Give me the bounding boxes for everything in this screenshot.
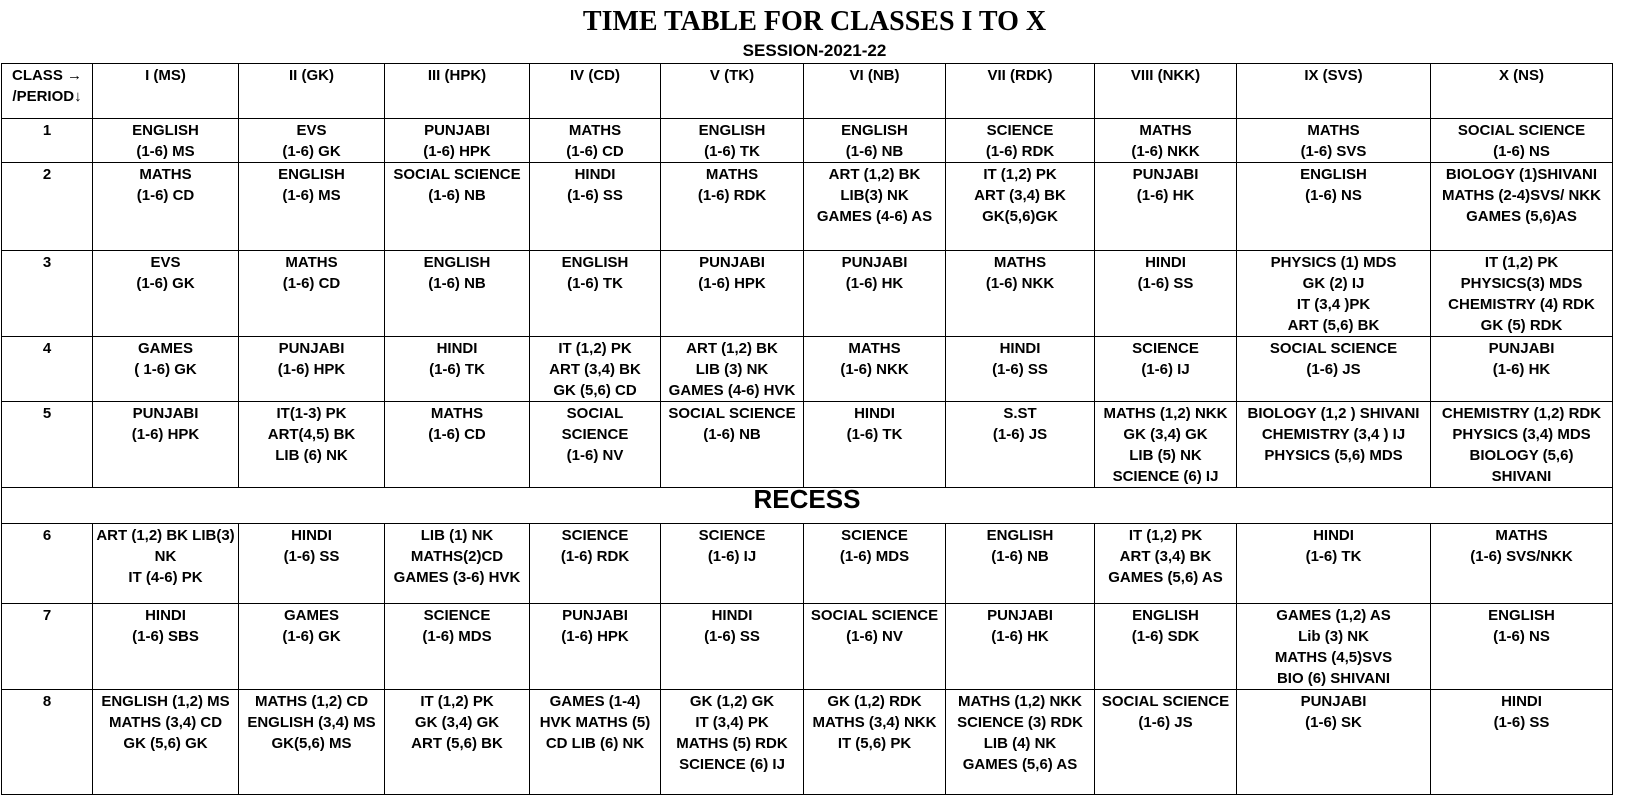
- period-number: 1: [2, 119, 93, 163]
- class-header: I (MS): [93, 64, 239, 119]
- timetable-cell: SOCIAL SCIENCE (1-6) JS: [1237, 337, 1431, 402]
- timetable-cell: ENGLISH (1-6) NS: [1431, 604, 1613, 690]
- period-row: [2, 604, 1613, 690]
- timetable-cell: MATHS (1-6) RDK: [661, 163, 804, 251]
- period-row: [2, 402, 1613, 488]
- timetable-cell: PUNJABI (1-6) HK: [804, 251, 946, 337]
- timetable-cell: SOCIAL SCIENCE (1-6) NB: [385, 163, 530, 251]
- timetable-cell: HINDI (1-6) SS: [1095, 251, 1237, 337]
- timetable-cell: BIOLOGY (1)SHIVANI MATHS (2-4)SVS/ NKK GAMES (5,6)AS: [1431, 163, 1613, 251]
- class-header: IV (CD): [530, 64, 661, 119]
- timetable-cell: ENGLISH (1-6) SDK: [1095, 604, 1237, 690]
- timetable-cell: HINDI (1-6) SS: [946, 337, 1095, 402]
- timetable-cell: ENGLISH (1-6) TK: [530, 251, 661, 337]
- timetable-cell: ENGLISH (1-6) NB: [946, 524, 1095, 604]
- timetable-cell: ENGLISH (1-6) TK: [661, 119, 804, 163]
- timetable-cell: IT (1,2) PK ART (3,4) BK GAMES (5,6) AS: [1095, 524, 1237, 604]
- timetable-cell: IT (1,2) PK ART (3,4) BK GK (5,6) CD: [530, 337, 661, 402]
- period-number: 5: [2, 402, 93, 488]
- class-header: X (NS): [1431, 64, 1613, 119]
- period-row: [2, 337, 1613, 402]
- timetable-cell: ART (1,2) BK LIB (3) NK GAMES (4-6) HVK: [661, 337, 804, 402]
- timetable-cell: MATHS (1-6) NKK: [946, 251, 1095, 337]
- timetable-cell: HINDI (1-6) SS: [239, 524, 385, 604]
- class-header: VI (NB): [804, 64, 946, 119]
- period-number: 6: [2, 524, 93, 604]
- timetable-cell: GAMES (1,2) AS Lib (3) NK MATHS (4,5)SVS BIO (6) SHIVANI: [1237, 604, 1431, 690]
- timetable-cell: GAMES (1-6) GK: [239, 604, 385, 690]
- timetable-cell: PUNJABI (1-6) HPK: [239, 337, 385, 402]
- timetable-cell: MATHS (1-6) CD: [93, 163, 239, 251]
- period-row: [2, 251, 1613, 337]
- timetable-cell: MATHS (1-6) SVS: [1237, 119, 1431, 163]
- timetable-cell: GAMES ( 1-6) GK: [93, 337, 239, 402]
- timetable-cell: EVS (1-6) GK: [93, 251, 239, 337]
- timetable-cell: IT (1,2) PK GK (3,4) GK ART (5,6) BK: [385, 690, 530, 795]
- timetable-title: TIME TABLE FOR CLASSES I TO X: [582, 6, 1047, 37]
- timetable-cell: PUNJABI (1-6) HK: [1431, 337, 1613, 402]
- timetable-cell: IT (1,2) PK PHYSICS(3) MDS CHEMISTRY (4) RDK GK (5) RDK: [1431, 251, 1613, 337]
- timetable-cell: HINDI (1-6) SS: [661, 604, 804, 690]
- timetable-cell: HINDI (1-6) TK: [1237, 524, 1431, 604]
- timetable-cell: MATHS (1-6) NKK: [1095, 119, 1237, 163]
- timetable-cell: HINDI (1-6) SBS: [93, 604, 239, 690]
- period-number: 3: [2, 251, 93, 337]
- timetable-cell: PUNJABI (1-6) HK: [1095, 163, 1237, 251]
- timetable-cell: BIOLOGY (1,2 ) SHIVANI CHEMISTRY (3,4 ) IJ PHYSICS (5,6) MDS: [1237, 402, 1431, 488]
- timetable-cell: HINDI (1-6) TK: [804, 402, 946, 488]
- period-number: 7: [2, 604, 93, 690]
- timetable-cell: S.ST (1-6) JS: [946, 402, 1095, 488]
- recess-row: [2, 488, 1613, 524]
- timetable-cell: ENGLISH (1,2) MS MATHS (3,4) CD GK (5,6) GK: [93, 690, 239, 795]
- timetable-cell: MATHS (1-6) CD: [385, 402, 530, 488]
- timetable-cell: IT (1,2) PK ART (3,4) BK GK(5,6)GK: [946, 163, 1095, 251]
- timetable-cell: SOCIAL SCIENCE (1-6) NS: [1431, 119, 1613, 163]
- class-header: III (HPK): [385, 64, 530, 119]
- timetable-cell: PUNJABI (1-6) HPK: [385, 119, 530, 163]
- timetable-cell: IT(1-3) PK ART(4,5) BK LIB (6) NK: [239, 402, 385, 488]
- timetable-cell: ENGLISH (1-6) NB: [385, 251, 530, 337]
- timetable-cell: SOCIAL SCIENCE (1-6) NV: [804, 604, 946, 690]
- timetable-cell: EVS (1-6) GK: [239, 119, 385, 163]
- timetable-cell: PUNJABI (1-6) HK: [946, 604, 1095, 690]
- period-row: [2, 690, 1613, 795]
- timetable-cell: LIB (1) NK MATHS(2)CD GAMES (3-6) HVK: [385, 524, 530, 604]
- session-label: SESSION-2021-22: [742, 41, 887, 60]
- period-row: [2, 524, 1613, 604]
- class-header: V (TK): [661, 64, 804, 119]
- timetable-cell: SCIENCE (1-6) MDS: [804, 524, 946, 604]
- period-number: 2: [2, 163, 93, 251]
- timetable-cell: ENGLISH (1-6) MS: [93, 119, 239, 163]
- timetable-cell: ENGLISH (1-6) NS: [1237, 163, 1431, 251]
- timetable-cell: HINDI (1-6) TK: [385, 337, 530, 402]
- timetable-cell: MATHS (1,2) NKK SCIENCE (3) RDK LIB (4) NK GAMES (5,6) AS: [946, 690, 1095, 795]
- timetable-cell: SCIENCE (1-6) IJ: [1095, 337, 1237, 402]
- class-header: II (GK): [239, 64, 385, 119]
- timetable-cell: MATHS (1-6) CD: [530, 119, 661, 163]
- class-header: VII (RDK): [946, 64, 1095, 119]
- timetable-cell: MATHS (1-6) CD: [239, 251, 385, 337]
- timetable-cell: MATHS (1-6) SVS/NKK: [1431, 524, 1613, 604]
- period-number: 4: [2, 337, 93, 402]
- recess-label: RECESS: [2, 488, 1613, 524]
- timetable-cell: GK (1,2) GK IT (3,4) PK MATHS (5) RDK SCIENCE (6) IJ: [661, 690, 804, 795]
- timetable-cell: PUNJABI (1-6) HPK: [93, 402, 239, 488]
- timetable-cell: PUNJABI (1-6) HPK: [530, 604, 661, 690]
- timetable: [1, 63, 1613, 795]
- timetable-cell: ART (1,2) BK LIB(3) NK GAMES (4-6) AS: [804, 163, 946, 251]
- header-row: [2, 64, 1613, 119]
- timetable-cell: PHYSICS (1) MDS GK (2) IJ IT (3,4 )PK ART (5,6) BK: [1237, 251, 1431, 337]
- timetable-cell: GK (1,2) RDK MATHS (3,4) NKK IT (5,6) PK: [804, 690, 946, 795]
- timetable-cell: HINDI (1-6) SS: [530, 163, 661, 251]
- timetable-cell: MATHS (1-6) NKK: [804, 337, 946, 402]
- timetable-cell: CHEMISTRY (1,2) RDK PHYSICS (3,4) MDS BIOLOGY (5,6) SHIVANI: [1431, 402, 1613, 488]
- period-row: [2, 163, 1613, 251]
- timetable-cell: SCIENCE (1-6) RDK: [530, 524, 661, 604]
- class-header: VIII (NKK): [1095, 64, 1237, 119]
- timetable-cell: GAMES (1-4) HVK MATHS (5) CD LIB (6) NK: [530, 690, 661, 795]
- timetable-cell: MATHS (1,2) CD ENGLISH (3,4) MS GK(5,6) MS: [239, 690, 385, 795]
- timetable-cell: ART (1,2) BK LIB(3) NK IT (4-6) PK: [93, 524, 239, 604]
- timetable-cell: SOCIAL SCIENCE (1-6) JS: [1095, 690, 1237, 795]
- timetable-cell: ENGLISH (1-6) NB: [804, 119, 946, 163]
- timetable-cell: SOCIAL SCIENCE (1-6) NB: [661, 402, 804, 488]
- class-period-corner-label: CLASS → /PERIOD↓: [2, 64, 93, 119]
- timetable-cell: PUNJABI (1-6) HPK: [661, 251, 804, 337]
- timetable-cell: SCIENCE (1-6) MDS: [385, 604, 530, 690]
- timetable-cell: SCIENCE (1-6) RDK: [946, 119, 1095, 163]
- timetable-cell: SOCIAL SCIENCE (1-6) NV: [530, 402, 661, 488]
- timetable-cell: SCIENCE (1-6) IJ: [661, 524, 804, 604]
- timetable-cell: HINDI (1-6) SS: [1431, 690, 1613, 795]
- period-row: [2, 119, 1613, 163]
- class-header: IX (SVS): [1237, 64, 1431, 119]
- timetable-cell: MATHS (1,2) NKK GK (3,4) GK LIB (5) NK SCIENCE (6) IJ: [1095, 402, 1237, 488]
- period-number: 8: [2, 690, 93, 795]
- timetable-cell: PUNJABI (1-6) SK: [1237, 690, 1431, 795]
- timetable-cell: ENGLISH (1-6) MS: [239, 163, 385, 251]
